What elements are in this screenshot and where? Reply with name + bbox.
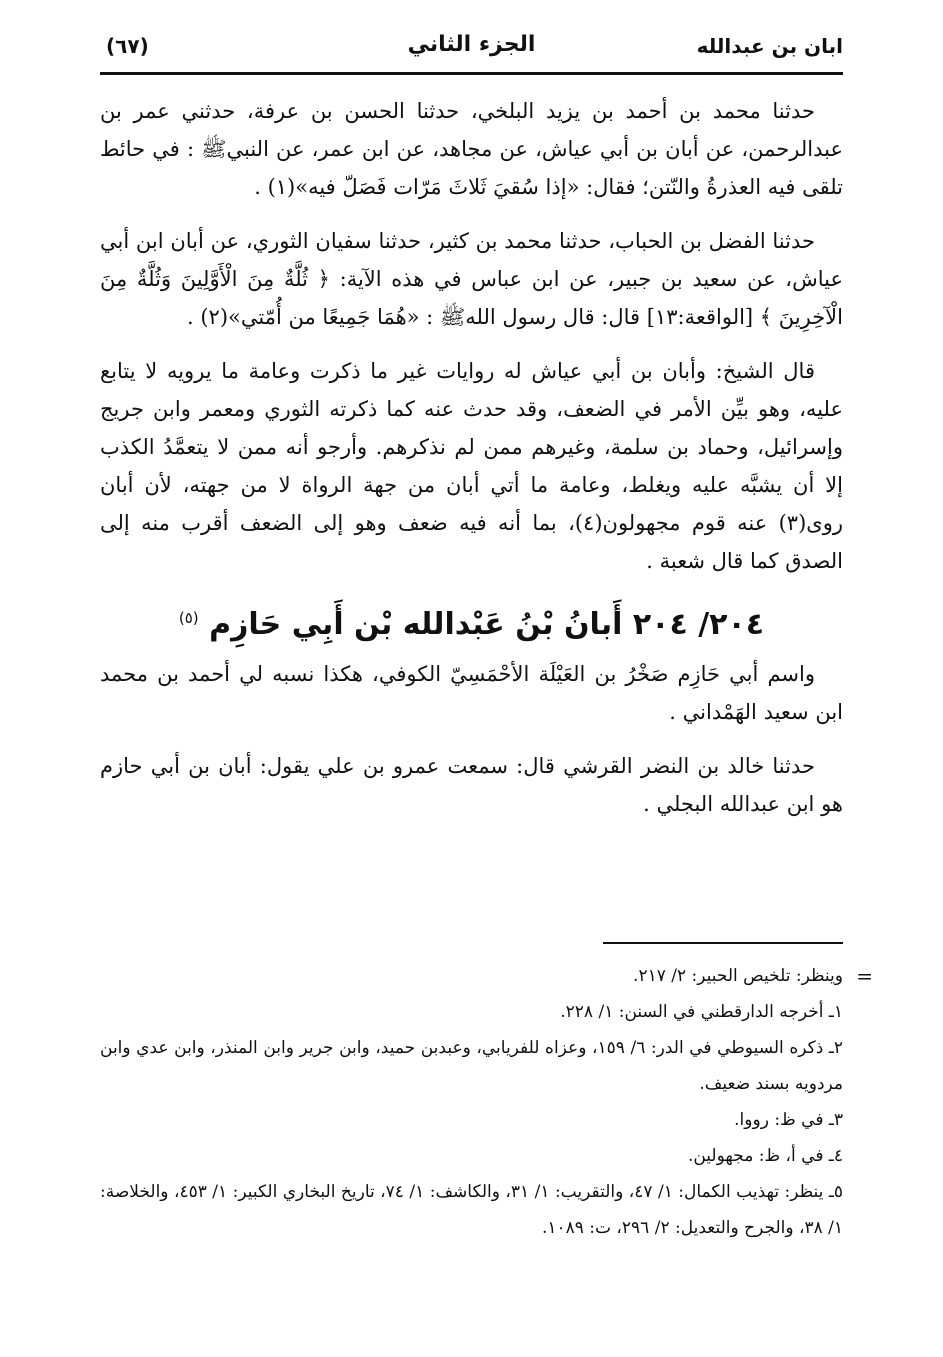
- paragraph-commentary: قال الشيخ: وأبان بن أبي عياش له روايات غير ما ذكرت وعامة ما يرويه لا يتابع عليه، وهو بيِّن الأمر في الضعف، وقد حدث عنه كما ذكرته الثوري ومعمر وابن جريج وإسرائيل، وحماد بن سلمة، وغيرهم ممن لم نذكرهم. وأرجو أنه ممن لا يتعمَّدُ الكذب إلا أن يشبَّه عليه ويغلط، وعامة ما أتي أبان من جهة الرواة لا من جهته، لأن أبان روى(٣) عنه قوم مجهولون(٤)، بما أنه فيه ضعف وهو إلى الضعف أقرب منه إلى الصدق كما قال شعبة .: [100, 359, 843, 573]
- page-header: [100, 28, 843, 68]
- footnote-5: ٥ـ ينظر: تهذيب الكمال: ١/ ٤٧، والتقريب: ١/ ٣١، والكاشف: ١/ ٧٤، تاريخ البخاري الكبير: ١/ ٤٥٣، والخلاصة: ١/ ٣٨، والجرح والتعديل: ٢/ ٢٩٦، ت: ١٠٨٩.: [100, 1182, 843, 1238]
- footnote-3: ٣ـ في ظ: رووا.: [734, 1110, 843, 1130]
- footnote-1: ١ـ أخرجه الدارقطني في السنن: ١/ ٢٢٨.: [560, 1002, 843, 1022]
- footnote-text: وينظر: تلخيص الحبير: ٢/ ٢١٧.: [633, 966, 843, 986]
- paragraph-lineage: واسم أبي حَازِم صَخْرُ بن العَيْلَة الأحْمَسِيّ الكوفي، هكذا نسبه لي أحمد بن محمد ابن سعيد الهَمْداني .: [100, 662, 843, 724]
- footnote-2: ٢ـ ذكره السيوطي في الدر: ٦/ ١٥٩، وعزاه للفريابي، وعبدبن حميد، وابن جرير وابن المنذر، وابن عدي وابن مردويه بسند ضعيف.: [100, 1038, 843, 1094]
- paragraph-hadith-1: حدثنا محمد بن أحمد بن يزيد البلخي، حدثنا الحسن بن عرفة، حدثني عمر بن عبدالرحمن، عن أبان بن أبي عياش، عن مجاهد، عن ابن عمر، عن النبيﷺ : في حائط تلقى فيه العذرةُ والنّتن؛ فقال: «إذا سُقيَ ثَلاثَ مَرّات فَصَلّ فيه»(١) .: [100, 99, 843, 199]
- main-text: [100, 92, 843, 839]
- entry-heading-text: ٢٠٤/ ٢٠٤ أَبانُ بْنُ عَبْدالله بْن أَبِي حَازِم: [209, 607, 765, 642]
- running-head-part: الجزء الثاني: [407, 32, 536, 57]
- running-head-title: ابان بن عبدالله: [696, 34, 843, 58]
- footnote-continued: [100, 958, 873, 994]
- entry-heading-footnote-ref: (٥): [178, 609, 199, 627]
- entry-heading: [100, 596, 843, 647]
- paragraph-hadith-2: حدثنا الفضل بن الحباب، حدثنا محمد بن كثير، حدثنا سفيان الثوري، عن أبان ابن أبي عياش، عن سعيد بن جبير، عن ابن عباس في هذه الآية: ﴿ ثُلَّةٌ مِنَ الْأَوَّلِينَ وَثُلَّةٌ مِنَ الْآخِرِينَ ﴾ [الواقعة:١٣] قال: قال رسول اللهﷺ : «هُمَا جَمِيعًا من أُمّتي»(٢) .: [100, 229, 843, 329]
- paragraph-narration: حدثنا خالد بن النضر القرشي قال: سمعت عمرو بن علي يقول: أبان بن أبي حازم هو ابن عبدالله البجلي .: [100, 754, 843, 816]
- continuation-mark: =: [856, 964, 873, 988]
- header-rule: [100, 72, 843, 75]
- footnote-rule: [603, 942, 843, 944]
- page-number: (٦٧): [106, 34, 149, 58]
- footnotes: [100, 958, 873, 1246]
- footnote-4: ٤ـ في أ، ظ: مجهولين.: [687, 1146, 843, 1166]
